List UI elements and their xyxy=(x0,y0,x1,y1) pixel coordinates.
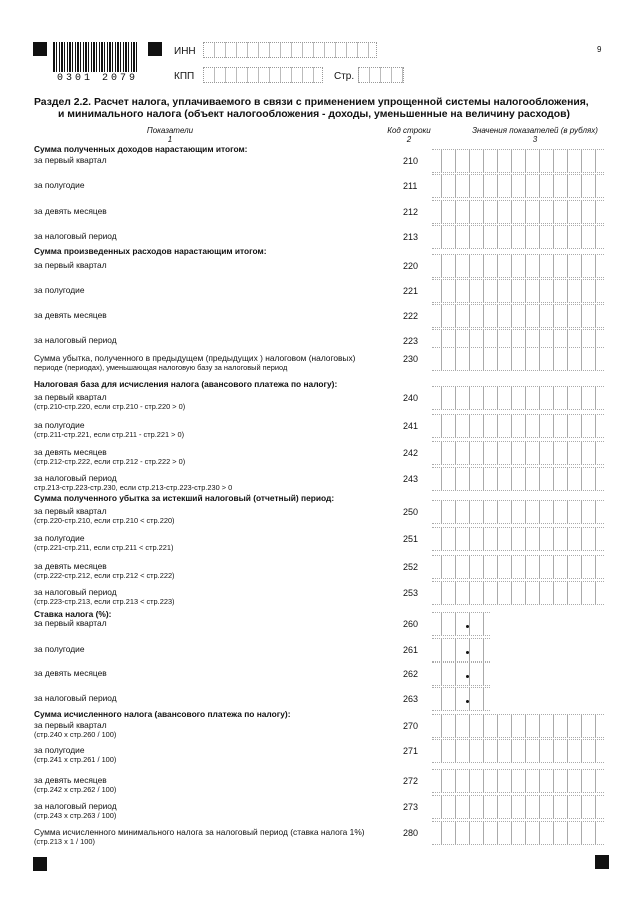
column-header-indicators xyxy=(110,126,230,144)
value-cells-260[interactable] xyxy=(432,612,490,636)
decimal-point xyxy=(466,651,469,654)
kpp-label: КПП xyxy=(174,71,195,82)
row-label-text: за первый квартал xyxy=(34,506,107,516)
row-label-text: за девять месяцев xyxy=(34,310,107,320)
column-header-values xyxy=(460,126,610,144)
row-label-text: за первый квартал xyxy=(34,720,107,730)
row-label-text: за первый квартал xyxy=(34,392,107,402)
section-heading: Сумма полученного убытка за истекший налоговый (отчетный) период: xyxy=(34,493,335,503)
value-cells-273[interactable] xyxy=(432,795,604,819)
page-number: 9 xyxy=(597,45,602,54)
value-cells-210[interactable] xyxy=(432,149,604,173)
row-label-text: Сумма убытка, полученного в предыдущем (предыдущих ) налоговом (налоговых) xyxy=(34,353,356,363)
row-code: 241 xyxy=(403,421,419,431)
row-label-note: (стр.221-стр.211, если стр.211 < стр.221) xyxy=(34,543,174,552)
row-code: 271 xyxy=(403,746,419,756)
column-2-label: Код строки xyxy=(387,126,431,135)
row-label xyxy=(34,561,389,581)
row-label xyxy=(34,447,389,467)
decimal-point xyxy=(466,700,469,703)
section-heading: Налоговая база для исчисления налога (авансового платежа по налогу): xyxy=(34,379,338,389)
section-heading: Ставка налога (%): xyxy=(34,609,112,619)
row-code: 272 xyxy=(403,776,419,786)
decimal-point xyxy=(466,625,469,628)
row-label xyxy=(34,668,389,678)
row-code: 213 xyxy=(403,232,419,242)
barcode-number: 0301 2079 xyxy=(57,73,139,84)
row-label-note: стр.213-стр.223-стр.230, если стр.213-стр.223-стр.230 > 0 xyxy=(34,483,233,492)
row-label xyxy=(34,533,389,553)
value-cells-242[interactable] xyxy=(432,441,604,465)
row-code: 252 xyxy=(403,562,419,572)
row-code: 251 xyxy=(403,534,419,544)
row-label-text: за налоговый период xyxy=(34,473,117,483)
page-field[interactable] xyxy=(358,67,404,83)
row-code: 273 xyxy=(403,802,419,812)
value-cells-251[interactable] xyxy=(432,527,604,551)
row-label-text: за налоговый период xyxy=(34,335,117,345)
row-label xyxy=(34,644,389,654)
section-title xyxy=(34,97,609,121)
row-label xyxy=(34,473,389,493)
row-label xyxy=(34,392,389,412)
decimal-point xyxy=(466,675,469,678)
row-label-text: за полугодие xyxy=(34,533,85,543)
value-cells-243[interactable] xyxy=(432,467,604,491)
column-3-number: 3 xyxy=(532,135,538,144)
row-code: 220 xyxy=(403,261,419,271)
row-label-text: за налоговый период xyxy=(34,231,117,241)
row-label xyxy=(34,587,389,607)
page-label: Стр. xyxy=(334,71,355,82)
row-label xyxy=(34,775,389,795)
row-label-text: за девять месяцев xyxy=(34,206,107,216)
value-cells-220[interactable] xyxy=(432,254,604,278)
row-label-text: за полугодие xyxy=(34,420,85,430)
value-cells-272[interactable] xyxy=(432,769,604,793)
row-code: 261 xyxy=(403,645,419,655)
row-label xyxy=(34,310,389,320)
row-label-note: (стр.211-стр.221, если стр.211 - стр.221 > 0) xyxy=(34,430,185,439)
value-cells-212[interactable] xyxy=(432,200,604,224)
value-cells-263[interactable] xyxy=(432,687,490,711)
row-label-note: (стр.223-стр.213, если стр.213 < стр.223) xyxy=(34,597,175,606)
value-cells-240[interactable] xyxy=(432,386,604,410)
row-code: 211 xyxy=(403,181,418,191)
value-cells-241[interactable] xyxy=(432,414,604,438)
row-code: 212 xyxy=(403,207,419,217)
row-label xyxy=(34,801,389,821)
row-label xyxy=(34,231,389,241)
row-label-note: (стр.222-стр.212, если стр.212 < стр.222) xyxy=(34,571,175,580)
row-label-text: за полугодие xyxy=(34,745,85,755)
value-cells-271[interactable] xyxy=(432,739,604,763)
row-label xyxy=(34,720,389,740)
column-header-code xyxy=(384,126,434,144)
row-label xyxy=(34,206,389,216)
row-code: 210 xyxy=(403,156,419,166)
value-cells-252[interactable] xyxy=(432,555,604,579)
registration-mark-top-right xyxy=(148,42,162,56)
value-cells-253[interactable] xyxy=(432,581,604,605)
row-label-text: за полугодие xyxy=(34,180,85,190)
row-code: 223 xyxy=(403,336,419,346)
row-label-text: за первый квартал xyxy=(34,618,107,628)
row-code: 250 xyxy=(403,507,419,517)
kpp-field[interactable] xyxy=(203,67,323,83)
column-1-label: Показатели xyxy=(146,126,194,135)
row-label xyxy=(34,180,389,190)
row-label-text: за первый квартал xyxy=(34,260,107,270)
section-heading: Сумма полученных доходов нарастающим итогом: xyxy=(34,144,248,154)
column-1-number: 1 xyxy=(167,135,173,144)
row-label-text: Сумма исчисленного минимального налога за налоговый период (ставка налога 1%) xyxy=(34,827,365,837)
section-title-line2: и минимального налога (объект налогообложения - доходы, уменьшенные на величину расходов) xyxy=(58,109,570,120)
row-label-note: (стр.242 х стр.262 / 100) xyxy=(34,785,117,794)
row-label-note: (стр.243 х стр.263 / 100) xyxy=(34,811,117,820)
row-label-note: (стр.241 х стр.261 / 100) xyxy=(34,755,117,764)
barcode xyxy=(53,42,137,72)
row-code: 243 xyxy=(403,474,419,484)
row-label xyxy=(34,745,389,765)
row-label-text: за налоговый период xyxy=(34,693,117,703)
row-label xyxy=(34,285,389,295)
row-label xyxy=(34,335,389,345)
row-label xyxy=(34,506,389,526)
row-label-text: за налоговый период xyxy=(34,801,117,811)
column-3-label: Значения показателей (в рублях) xyxy=(472,126,598,135)
row-label xyxy=(34,618,389,628)
row-code: 262 xyxy=(403,669,419,679)
registration-mark-bottom-right xyxy=(595,855,609,869)
row-label xyxy=(34,155,389,165)
column-2-number: 2 xyxy=(406,135,412,144)
section-title-line1: Раздел 2.2. Расчет налога, уплачиваемого в связи с применением упрощенной системы налогообложения, xyxy=(34,97,589,108)
value-cells-270[interactable] xyxy=(432,714,604,738)
row-code: 260 xyxy=(403,619,419,629)
row-code: 280 xyxy=(403,828,419,838)
row-label-text: за полугодие xyxy=(34,285,85,295)
row-label-text: за девять месяцев xyxy=(34,561,107,571)
row-label xyxy=(34,260,389,270)
value-cells-261[interactable] xyxy=(432,638,490,662)
value-cells-211[interactable] xyxy=(432,174,604,198)
row-code: 270 xyxy=(403,721,419,731)
row-code: 253 xyxy=(403,588,419,598)
row-code: 222 xyxy=(403,311,419,321)
row-label-note: (стр.213 х 1 / 100) xyxy=(34,837,95,846)
row-label xyxy=(34,420,389,440)
row-label-text: за девять месяцев xyxy=(34,775,107,785)
row-code: 263 xyxy=(403,694,419,704)
row-label-text: за девять месяцев xyxy=(34,668,107,678)
row-code: 221 xyxy=(403,286,419,296)
value-cells-221[interactable] xyxy=(432,279,604,303)
row-label xyxy=(34,827,389,847)
row-label-text: за девять месяцев xyxy=(34,447,107,457)
row-label-text: за полугодие xyxy=(34,644,85,654)
row-label-note: (стр.210-стр.220, если стр.210 - стр.220 > 0) xyxy=(34,402,186,411)
row-label-note: (стр.240 х стр.260 / 100) xyxy=(34,730,117,739)
inn-field[interactable] xyxy=(203,42,377,58)
row-code: 240 xyxy=(403,393,419,403)
row-code: 242 xyxy=(403,448,419,458)
value-cells-250[interactable] xyxy=(432,500,604,524)
section-heading: Сумма произведенных расходов нарастающим итогом: xyxy=(34,246,267,256)
registration-mark-top-left xyxy=(33,42,47,56)
registration-mark-bottom-left xyxy=(33,857,47,871)
value-cells-222[interactable] xyxy=(432,304,604,328)
row-label-note: периоде (периодах), уменьшающая налоговую базу за налоговый период xyxy=(34,363,288,372)
row-label-note: (стр.212-стр.222, если стр.212 - стр.222 > 0) xyxy=(34,457,186,466)
row-label-note: (стр.220-стр.210, если стр.210 < стр.220) xyxy=(34,516,175,525)
value-cells-280[interactable] xyxy=(432,821,604,845)
section-heading: Сумма исчисленного налога (авансового платежа по налогу): xyxy=(34,709,291,719)
row-label xyxy=(34,693,389,703)
inn-label: ИНН xyxy=(174,46,196,57)
row-label xyxy=(34,353,389,373)
value-cells-262[interactable] xyxy=(432,662,490,686)
value-cells-230[interactable] xyxy=(432,347,604,371)
value-cells-213[interactable] xyxy=(432,225,604,249)
row-label-text: за первый квартал xyxy=(34,155,107,165)
row-code: 230 xyxy=(403,354,419,364)
row-label-text: за налоговый период xyxy=(34,587,117,597)
